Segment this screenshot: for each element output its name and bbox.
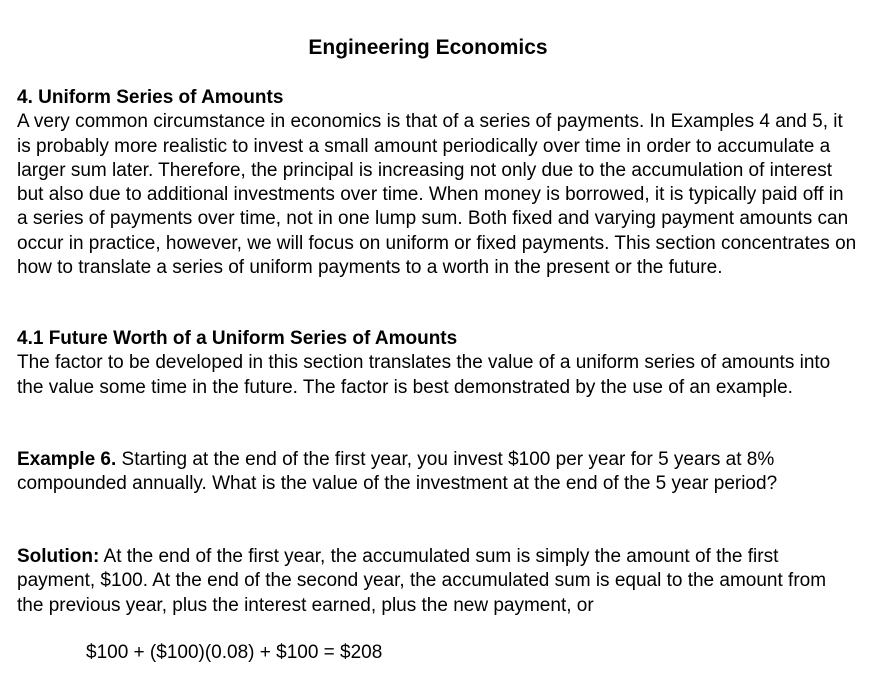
section-paragraph: A very common circumstance in economics is that of a series of payments. In Examples 4 and 5, it is probably more realistic to invest a small amount periodically over time in order to accumulate a larger sum later. Therefore, the principal is increasing not only due to the accumulation of interest but also due to additional investments over time. When money is borrowed, it is typically paid off in a series of payments over time, not in one lump sum. Both fixed and varying payment amounts can occur in practice, however, we will focus on uniform or fixed payments. This section concentrates on how to translate a series of uniform payments to a worth in the present or the future.: [17, 111, 857, 279]
example-paragraph: [17, 448, 857, 497]
subsection-paragraph: The factor to be developed in this section translates the value of a uniform series of amounts into the value some time in the future. The factor is best demonstrated by the use of an example.: [17, 352, 831, 398]
example-label: Example 6.: [17, 449, 117, 470]
solution-paragraph: [17, 545, 857, 618]
subsection-heading: 4.1 Future Worth of a Uniform Series of Amounts: [17, 328, 458, 349]
example-block: [17, 448, 857, 497]
solution-block: [17, 545, 857, 618]
document-title: Engineering Economics: [308, 36, 548, 59]
equation: $100 + ($100)(0.08) + $100 = $208: [86, 642, 383, 663]
section-heading: 4. Uniform Series of Amounts: [17, 87, 284, 108]
solution-label: Solution:: [17, 546, 100, 567]
section-future-worth: [17, 327, 857, 400]
section-uniform-series: [17, 86, 857, 280]
example-text: Starting at the end of the first year, you invest $100 per year for 5 years at 8% compounded annually. What is the value of the investment at the end of the 5 year period?: [17, 449, 778, 495]
solution-text: At the end of the first year, the accumulated sum is simply the amount of the first payment, $100. At the end of the second year, the accumulated sum is equal to the amount from the previous year, plus the interest earned, plus the new payment, or: [17, 546, 827, 616]
